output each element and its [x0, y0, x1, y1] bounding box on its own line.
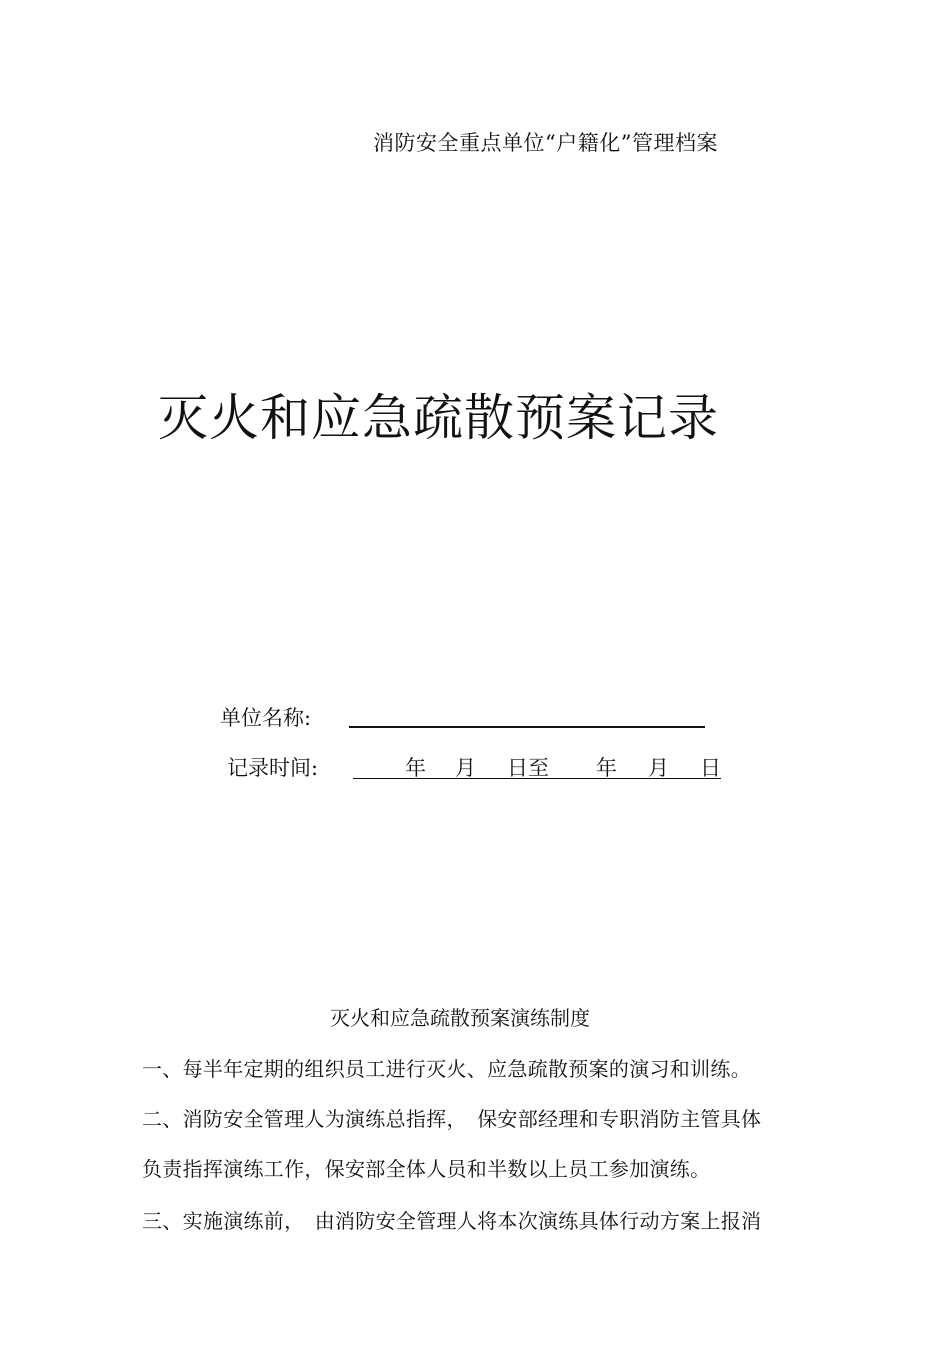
record-time-range: [353, 752, 721, 779]
end-month-label: 月: [648, 756, 669, 780]
regulation-paragraph: 负责指挥演练工作，保安部全体人员和半数以上员工参加演练。: [142, 1157, 711, 1181]
end-year-label: 年: [596, 756, 617, 780]
unit-name-label: 单位名称:: [220, 706, 312, 730]
regulation-title: 灭火和应急疏散预案演练制度: [330, 1006, 590, 1030]
regulation-paragraph: 三、实施演练前， 由消防安全管理人将本次演练具体行动方案上报消: [142, 1209, 762, 1233]
start-month-label: 月: [455, 756, 476, 780]
record-time-label: 记录时间:: [227, 756, 319, 780]
start-day-to-label: 日至: [507, 756, 549, 780]
archive-header-title: 消防安全重点单位“户籍化”管理档案: [373, 131, 718, 155]
regulation-paragraph: 二、消防安全管理人为演练总指挥， 保安部经理和专职消防主管具体: [142, 1107, 762, 1131]
unit-name-blank-line: [349, 726, 705, 728]
start-year-label: 年: [405, 756, 426, 780]
end-day-label: 日: [700, 756, 721, 780]
record-title: 灭火和应急疏散预案记录: [158, 389, 719, 447]
regulation-paragraph: 一、每半年定期的组织员工进行灭火、应急疏散预案的演习和训练。: [142, 1057, 751, 1081]
